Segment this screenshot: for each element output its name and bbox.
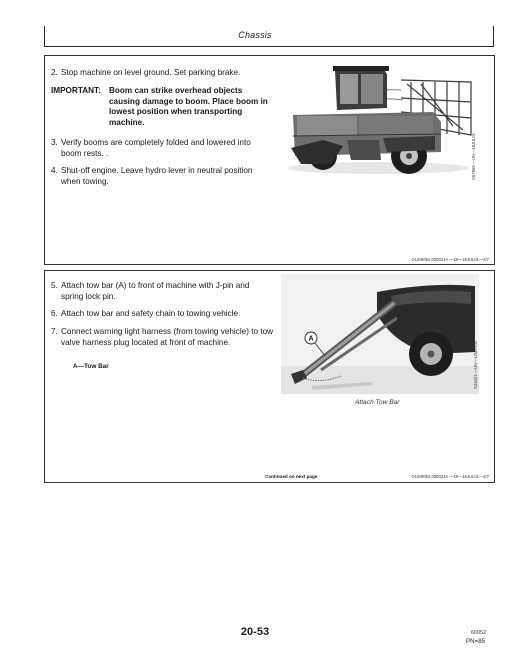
page-number: 20-53 bbox=[240, 626, 270, 638]
step-6 bbox=[51, 309, 276, 320]
step-number: 2. bbox=[51, 68, 58, 77]
figure-caption: Attach Tow Bar bbox=[355, 399, 400, 406]
important-label: IMPORTANT: bbox=[51, 86, 101, 95]
step-number: 4. bbox=[51, 166, 58, 175]
important-text: Boom can strike overhead objects causing damage to boom. Place boom in lowest position when transporting machine. bbox=[109, 86, 268, 127]
image-code: N57969 —UN—18JUL01 bbox=[471, 132, 476, 180]
step-3 bbox=[51, 138, 266, 159]
step-text: Attach tow bar (A) to front of machine with J-pin and spring lock pin. bbox=[61, 281, 250, 301]
figure-legend: A—Tow Bar bbox=[73, 363, 109, 370]
instruction-block-2 bbox=[44, 270, 495, 483]
step-text: Stop machine on level ground. Set parking brake. bbox=[61, 68, 241, 77]
step-text: Attach tow bar and safety chain to towing vehicle. bbox=[61, 309, 241, 318]
footer-code: 60052 bbox=[471, 630, 486, 636]
footer-pn: PN=85 bbox=[466, 638, 486, 645]
image-code: N44421 —UN—12MAY02 bbox=[473, 340, 478, 389]
step-text: Verify booms are completely folded and lowered into boom rests. . bbox=[61, 138, 251, 158]
reference-code: OUO6052,000023A —19—18JUL01—3/7 bbox=[411, 474, 489, 479]
step-4 bbox=[51, 166, 271, 187]
callout-a-label: A bbox=[308, 335, 314, 343]
tow-bar-illustration bbox=[281, 274, 479, 394]
step-7 bbox=[51, 327, 277, 348]
section-title: Chassis bbox=[238, 30, 272, 40]
step-text: Shut-off engine. Leave hydro lever in neutral position when towing. bbox=[61, 166, 253, 186]
step-number: 5. bbox=[51, 281, 58, 290]
step-text: Connect warning light harness (from towing vehicle) to tow valve harness plug located at front of machine. bbox=[61, 327, 274, 347]
step-number: 6. bbox=[51, 309, 58, 318]
continued-note: Continued on next page bbox=[265, 474, 318, 479]
step-5 bbox=[51, 281, 271, 302]
sprayer-machine-illustration bbox=[283, 60, 483, 185]
important-note bbox=[51, 86, 275, 128]
reference-code: OUO6052,000023A —19—18JUL01—2/7 bbox=[411, 257, 489, 262]
instruction-block-1 bbox=[44, 55, 495, 265]
step-2 bbox=[51, 68, 266, 79]
step-number: 7. bbox=[51, 327, 58, 336]
header-rule bbox=[44, 46, 494, 47]
step-number: 3. bbox=[51, 138, 58, 147]
